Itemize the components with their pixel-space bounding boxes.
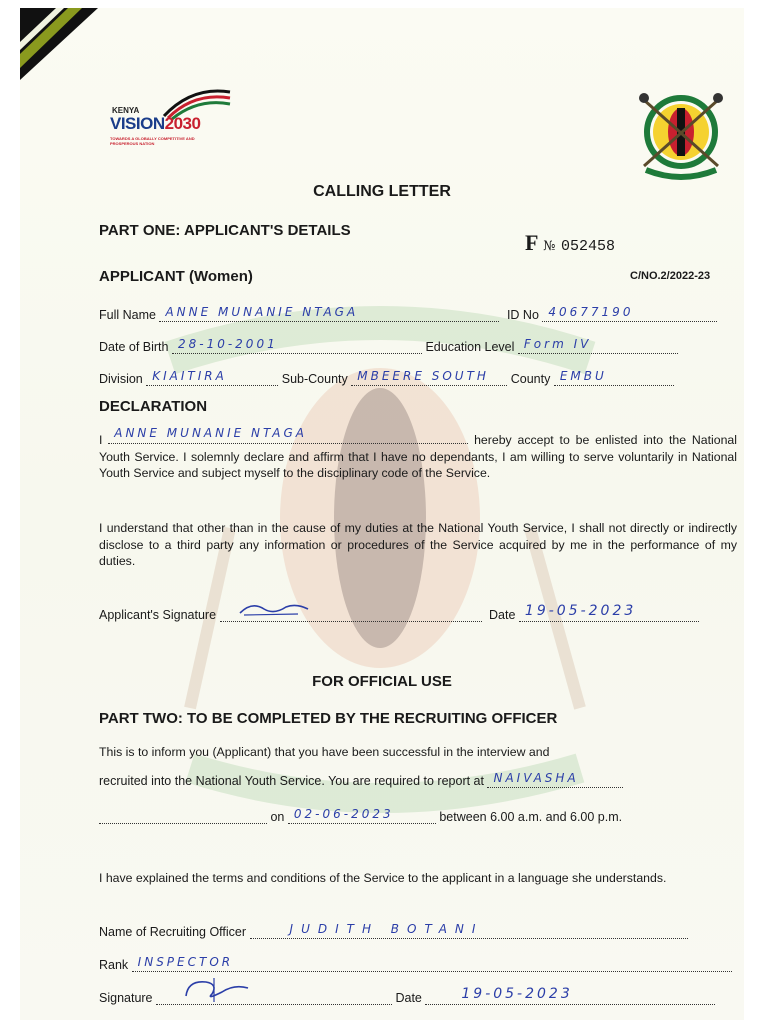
officer-name-field: JUDITH BOTANI <box>250 922 688 939</box>
officer-signature-field <box>156 988 392 1005</box>
vision-tagline: TOWARDS A GLOBALLY COMPETITIVE AND PROSPEROUS NATION <box>110 136 195 146</box>
full-name-field: ANNE MUNANIE NTAGA <box>159 305 499 322</box>
explained-paragraph: I have explained the terms and conditions of the Service to the applicant in a language she understands. <box>99 871 667 885</box>
dob-field: 28-10-2001 <box>172 337 422 354</box>
report-place-field: NAIVASHA <box>487 771 623 788</box>
vision-kenya-text: KENYA <box>112 106 140 115</box>
part-two-heading: PART TWO: TO BE COMPLETED BY THE RECRUITING OFFICER <box>99 710 558 727</box>
name-id-row <box>99 305 737 322</box>
division-label: Division <box>99 372 143 386</box>
officer-signature-label: Signature <box>99 991 153 1005</box>
official-use-heading: FOR OFFICIAL USE <box>312 673 452 690</box>
applicant-heading: APPLICANT (Women) <box>99 268 253 285</box>
report-blank-field <box>99 807 267 824</box>
part-one-heading: PART ONE: APPLICANT'S DETAILS <box>99 222 351 239</box>
rank-row <box>99 955 737 972</box>
inform-line-1: This is to inform you (Applicant) that you have been successful in the interview and <box>99 745 550 759</box>
officer-date-field: 19-05-2023 <box>425 988 715 1005</box>
declaration-paragraph-2: I understand that other than in the cause of my duties at the National Youth Service, I shall not directly or indirectly disclose to a third party any information or procedures of the Service acquired by me in the performance of my duties. <box>99 521 737 568</box>
rank-label: Rank <box>99 958 129 972</box>
education-field: Form IV <box>518 337 678 354</box>
vision-wordmark: VISION2030 <box>110 114 201 133</box>
dob-education-row <box>99 337 737 354</box>
report-date-row <box>99 807 737 824</box>
division-field: KIAITIRA <box>146 369 278 386</box>
officer-name-row <box>99 922 737 939</box>
document-title: CALLING LETTER <box>313 183 451 200</box>
applicant-date-label: Date <box>489 608 516 622</box>
education-label: Education Level <box>425 340 515 354</box>
kenya-flag-corner <box>20 8 100 88</box>
kenya-vision-2030-logo <box>108 86 248 156</box>
location-row <box>99 369 737 386</box>
subcounty-label: Sub-County <box>281 372 348 386</box>
rank-field: INSPECTOR <box>132 955 732 972</box>
officer-signature-image <box>178 974 258 1004</box>
dob-label: Date of Birth <box>99 340 169 354</box>
officer-name-label: Name of Recruiting Officer <box>99 925 247 939</box>
serial-number: F № 052458 <box>525 230 615 255</box>
declaration-heading: DECLARATION <box>99 398 208 415</box>
id-label: ID No <box>506 308 539 322</box>
inform-line-2: recruited into the National Youth Service. You are required to report at <box>99 774 484 788</box>
applicant-date-field: 19-05-2023 <box>519 605 699 622</box>
report-time-text: between 6.00 a.m. and 6.00 p.m. <box>439 810 623 824</box>
calling-letter-document <box>20 8 744 1020</box>
applicant-signature-field <box>220 605 482 622</box>
applicant-signature-image <box>234 599 314 621</box>
applicant-signature-row <box>99 605 737 622</box>
declaration-name-field: ANNE MUNANIE NTAGA <box>108 429 468 444</box>
officer-signature-row <box>99 988 737 1005</box>
subcounty-field: MBEERE SOUTH <box>351 369 507 386</box>
officer-date-label: Date <box>395 991 422 1005</box>
report-date-field: 02-06-2023 <box>288 807 436 824</box>
report-place-row <box>99 771 737 788</box>
id-number-field: 40677190 <box>542 305 717 322</box>
applicant-signature-label: Applicant's Signature <box>99 608 217 622</box>
county-label: County <box>510 372 551 386</box>
declaration-paragraph-1: I ANNE MUNANIE NTAGA hereby accept to be enlisted into the National Youth Service. I solemnly declare and affirm that I have no dependants, I am willing to serve voluntarily in National Youth Service and subject myself to the disciplinary code of the Service. <box>99 425 737 480</box>
nys-crest-icon <box>626 80 736 190</box>
circular-number: C/NO.2/2022-23 <box>630 270 711 282</box>
on-label: on <box>270 810 285 824</box>
full-name-label: Full Name <box>99 308 156 322</box>
county-field: EMBU <box>554 369 674 386</box>
